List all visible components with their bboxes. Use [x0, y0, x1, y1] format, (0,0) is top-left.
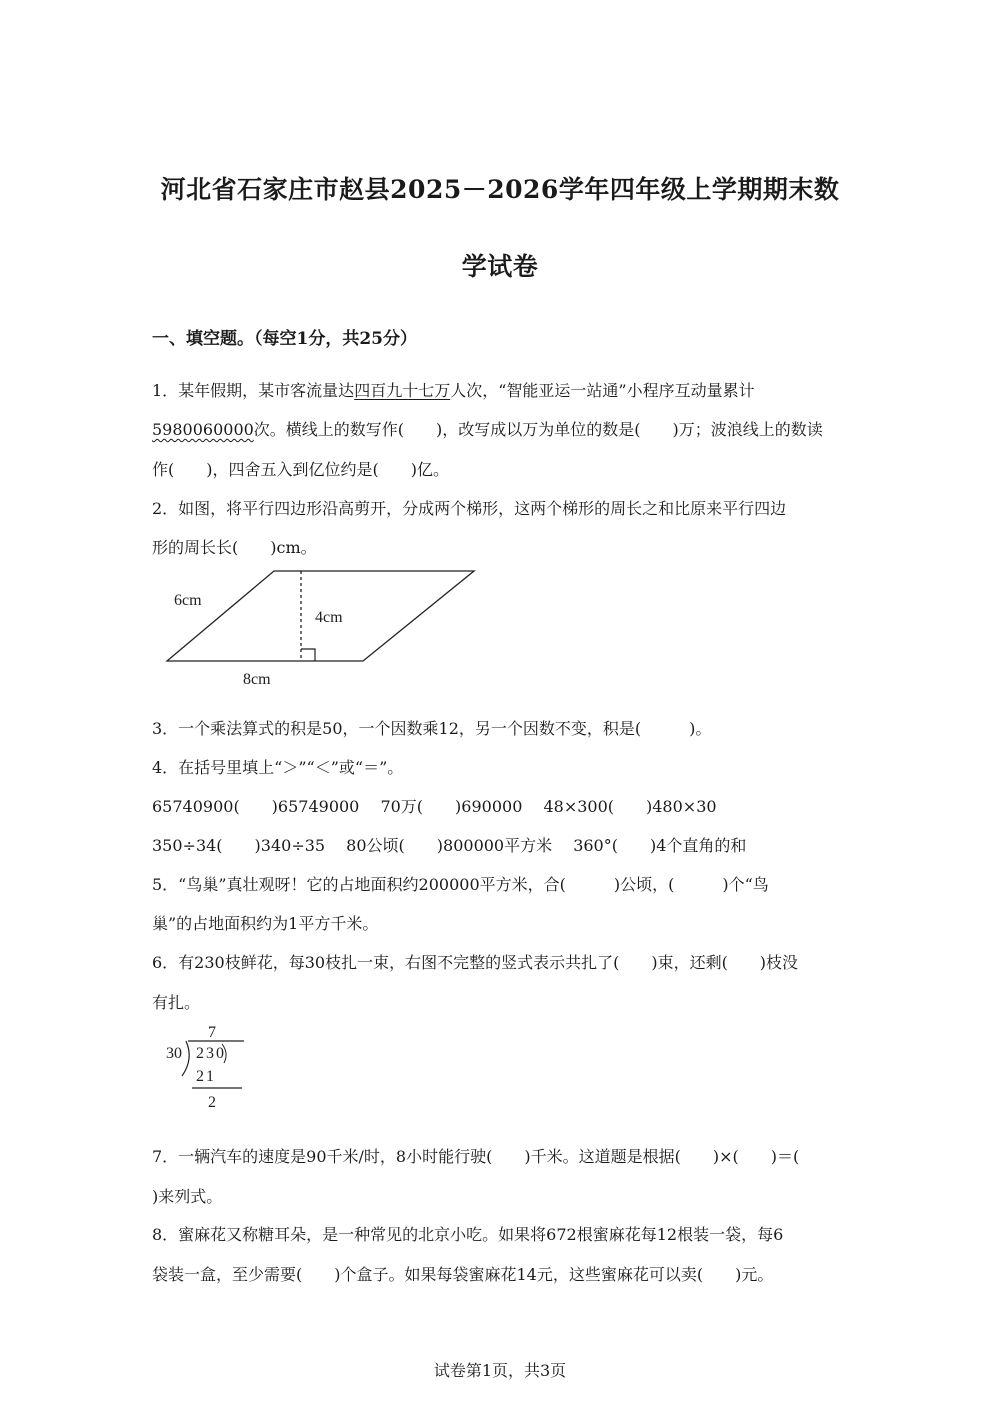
q1-underlined-number: 四百九十七万 — [354, 381, 451, 400]
q1-line1 — [152, 378, 755, 401]
q1-text-b: 人次，“智能亚运一站通”小程序互动量累计 — [450, 381, 755, 400]
section-heading-fill-blank: 一、填空题。（每空1分，共25分） — [152, 329, 417, 349]
division-quotient: 7 — [208, 1024, 216, 1041]
q6-line1: 6．有230枝鲜花，每30枝扎一束，右图不完整的竖式表示共扎了( )束，还剩( )枝没 — [152, 953, 799, 972]
division-product: 21 — [196, 1068, 216, 1085]
page-title-line1: 河北省石家庄市赵县2025－2026学年四年级上学期期末数 — [160, 175, 840, 204]
long-division-figure — [158, 1018, 258, 1116]
q7-line1: 7．一辆汽车的速度是90千米/时，8小时能行驶( )千米。这道题是根据( )×( )＝( — [152, 1147, 800, 1166]
q1-line3: 作( )，四舍五入到亿位约是( )亿。 — [152, 460, 449, 479]
q5-line1: 5．“鸟巢”真壮观呀！它的占地面积约200000平方米，合( )公顷，( )个“鸟 — [152, 875, 769, 894]
q5-line2: 巢”的占地面积约为1平方千米。 — [152, 914, 379, 933]
right-angle-mark — [301, 649, 315, 661]
q7-line2: )来列式。 — [152, 1187, 223, 1206]
page-title-line2: 学试卷 — [461, 252, 539, 281]
page-footer: 试卷第1页，共3页 — [433, 1361, 567, 1380]
q8-line1: 8．蜜麻花又称糖耳朵，是一种常见的北京小吃。如果将672根蜜麻花每12根装一袋，每6 — [152, 1225, 784, 1244]
division-remainder: 2 — [208, 1094, 216, 1111]
division-dividend: 230 — [196, 1045, 226, 1062]
q1-line2 — [152, 417, 823, 440]
q4-line2: 65740900( )65749000 70万( )690000 48×300( )480×30 — [152, 797, 717, 816]
q3-line1: 3．一个乘法算式的积是50，一个因数乘12，另一个因数不变，积是( )。 — [152, 719, 712, 738]
q4-line3: 350÷34( )340÷35 80公顷( )800000平方米 360°( )4个直角的和 — [152, 836, 747, 855]
division-divisor: 30 — [166, 1045, 182, 1062]
q1-wavy-number: 5980060000 — [152, 420, 254, 439]
q6-line2: 有扎。 — [152, 993, 201, 1012]
base-label: 8cm — [243, 671, 271, 688]
q4-line1: 4．在括号里填上“＞”“＜”或“＝”。 — [152, 758, 404, 777]
q2-line1: 2．如图，将平行四边形沿高剪开，分成两个梯形，这两个梯形的周长之和比原来平行四边 — [152, 499, 787, 518]
q1-text-c: 次。横线上的数写作( )，改写成以万为单位的数是( )万；波浪线上的数读 — [253, 420, 823, 439]
parallelogram-figure — [150, 560, 490, 695]
q2-line2: 形的周长长( )cm。 — [152, 538, 317, 557]
division-bracket — [182, 1041, 189, 1076]
q8-line2: 袋装一盒，至少需要( )个盒子。如果每袋蜜麻花14元，这些蜜麻花可以卖( )元。 — [152, 1265, 774, 1284]
height-label: 4cm — [315, 609, 343, 626]
q1-text-a: 1．某年假期，某市客流量达 — [152, 381, 355, 400]
side-label: 6cm — [174, 592, 202, 609]
